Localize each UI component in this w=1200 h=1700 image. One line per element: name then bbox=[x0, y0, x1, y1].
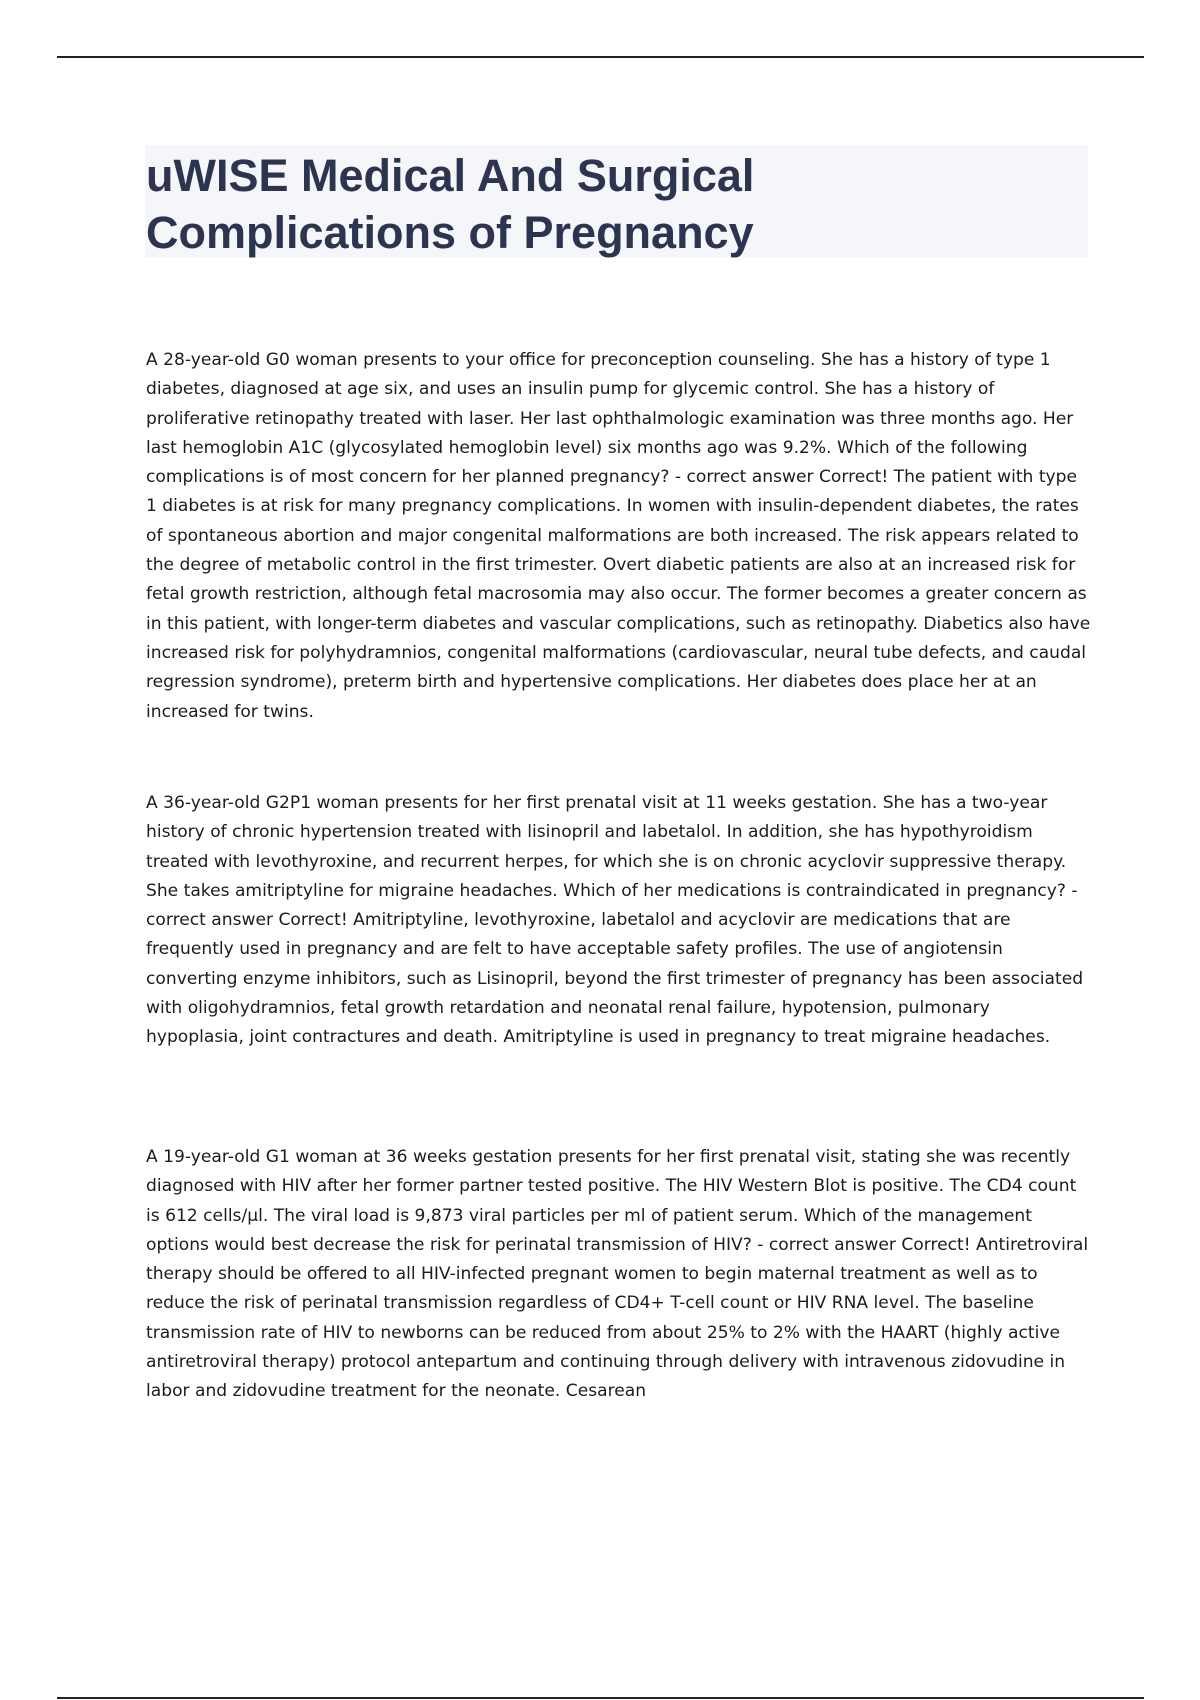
header-rule bbox=[57, 56, 1144, 58]
question-answer-2: A 36-year-old G2P1 woman presents for her first prenatal visit at 11 weeks gestation. She has a two-year history of chronic hypertension treated with lisinopril and labetalol. In addition, she has hypothyroidism treated with levothyroxine, and recurrent herpes, for which she is on chronic acyclovir suppressive therapy. She takes amitriptyline for migraine headaches. Which of her medications is contraindicated in pregnancy? - correct answer Correct! Amitriptyline, levothyroxine, labetalol and acyclovir are medications that are frequently used in pregnancy and are felt to have acceptable safety profiles. The use of angiotensin converting enzyme inhibitors, such as Lisinopril, beyond the first trimester of pregnancy has been associated with oligohydramnios, fetal growth retardation and neonatal renal failure, hypotension, pulmonary hypoplasia, joint contractures and death. Amitriptyline is used in pregnancy to treat migraine headaches. bbox=[146, 793, 1084, 1048]
question-answer-3: A 19-year-old G1 woman at 36 weeks gestation presents for her first prenatal visit, stating she was recently diagnosed with HIV after her former partner tested positive. The HIV Western Blot is positive. The CD4 count is 612 cells/µl. The viral load is 9,873 viral particles per ml of patient serum. Which of the management options would best decrease the risk for perinatal transmission of HIV? - correct answer Correct! Antiretroviral therapy should be offered to all HIV-infected pregnant women to begin maternal treatment as well as to reduce the risk of perinatal transmission regardless of CD4+ T-cell count or HIV RNA level. The baseline transmission rate of HIV to newborns can be reduced from about 25% to 2% with the HAART (highly active antiretroviral therapy) protocol antepartum and continuing through delivery with intravenous zidovudine in labor and zidovudine treatment for the neonate. Cesarean bbox=[146, 1147, 1089, 1402]
question-answer-1: A 28-year-old G0 woman presents to your office for preconception counseling. She has a history of type 1 diabetes, diagnosed at age six, and uses an insulin pump for glycemic control. She has a history of proliferative retinopathy treated with laser. Her last ophthalmologic examination was three months ago. Her last hemoglobin A1C (glycosylated hemoglobin level) six months ago was 9.2%. Which of the following complications is of most concern for her planned pregnancy? - correct answer Correct! The patient with type 1 diabetes is at risk for many pregnancy complications. In women with insulin-dependent diabetes, the rates of spontaneous abortion and major congenital malformations are both increased. The risk appears related to the degree of metabolic control in the first trimester. Overt diabetic patients are also at an increased risk for fetal growth restriction, although fetal macrosomia may also occur. The former becomes a greater concern as in this patient, with longer-term diabetes and vascular complications, such as retinopathy. Diabetics also have increased risk for polyhydramnios, congenital malformations (cardiovascular, neural tube defects, and caudal regression syndrome), preterm birth and hypertensive complications. Her diabetes does place her at an increased for twins. bbox=[146, 350, 1091, 722]
footer-rule bbox=[57, 1697, 1144, 1699]
document-title: uWISE Medical And Surgical Complications of Pregnancy bbox=[146, 150, 755, 258]
